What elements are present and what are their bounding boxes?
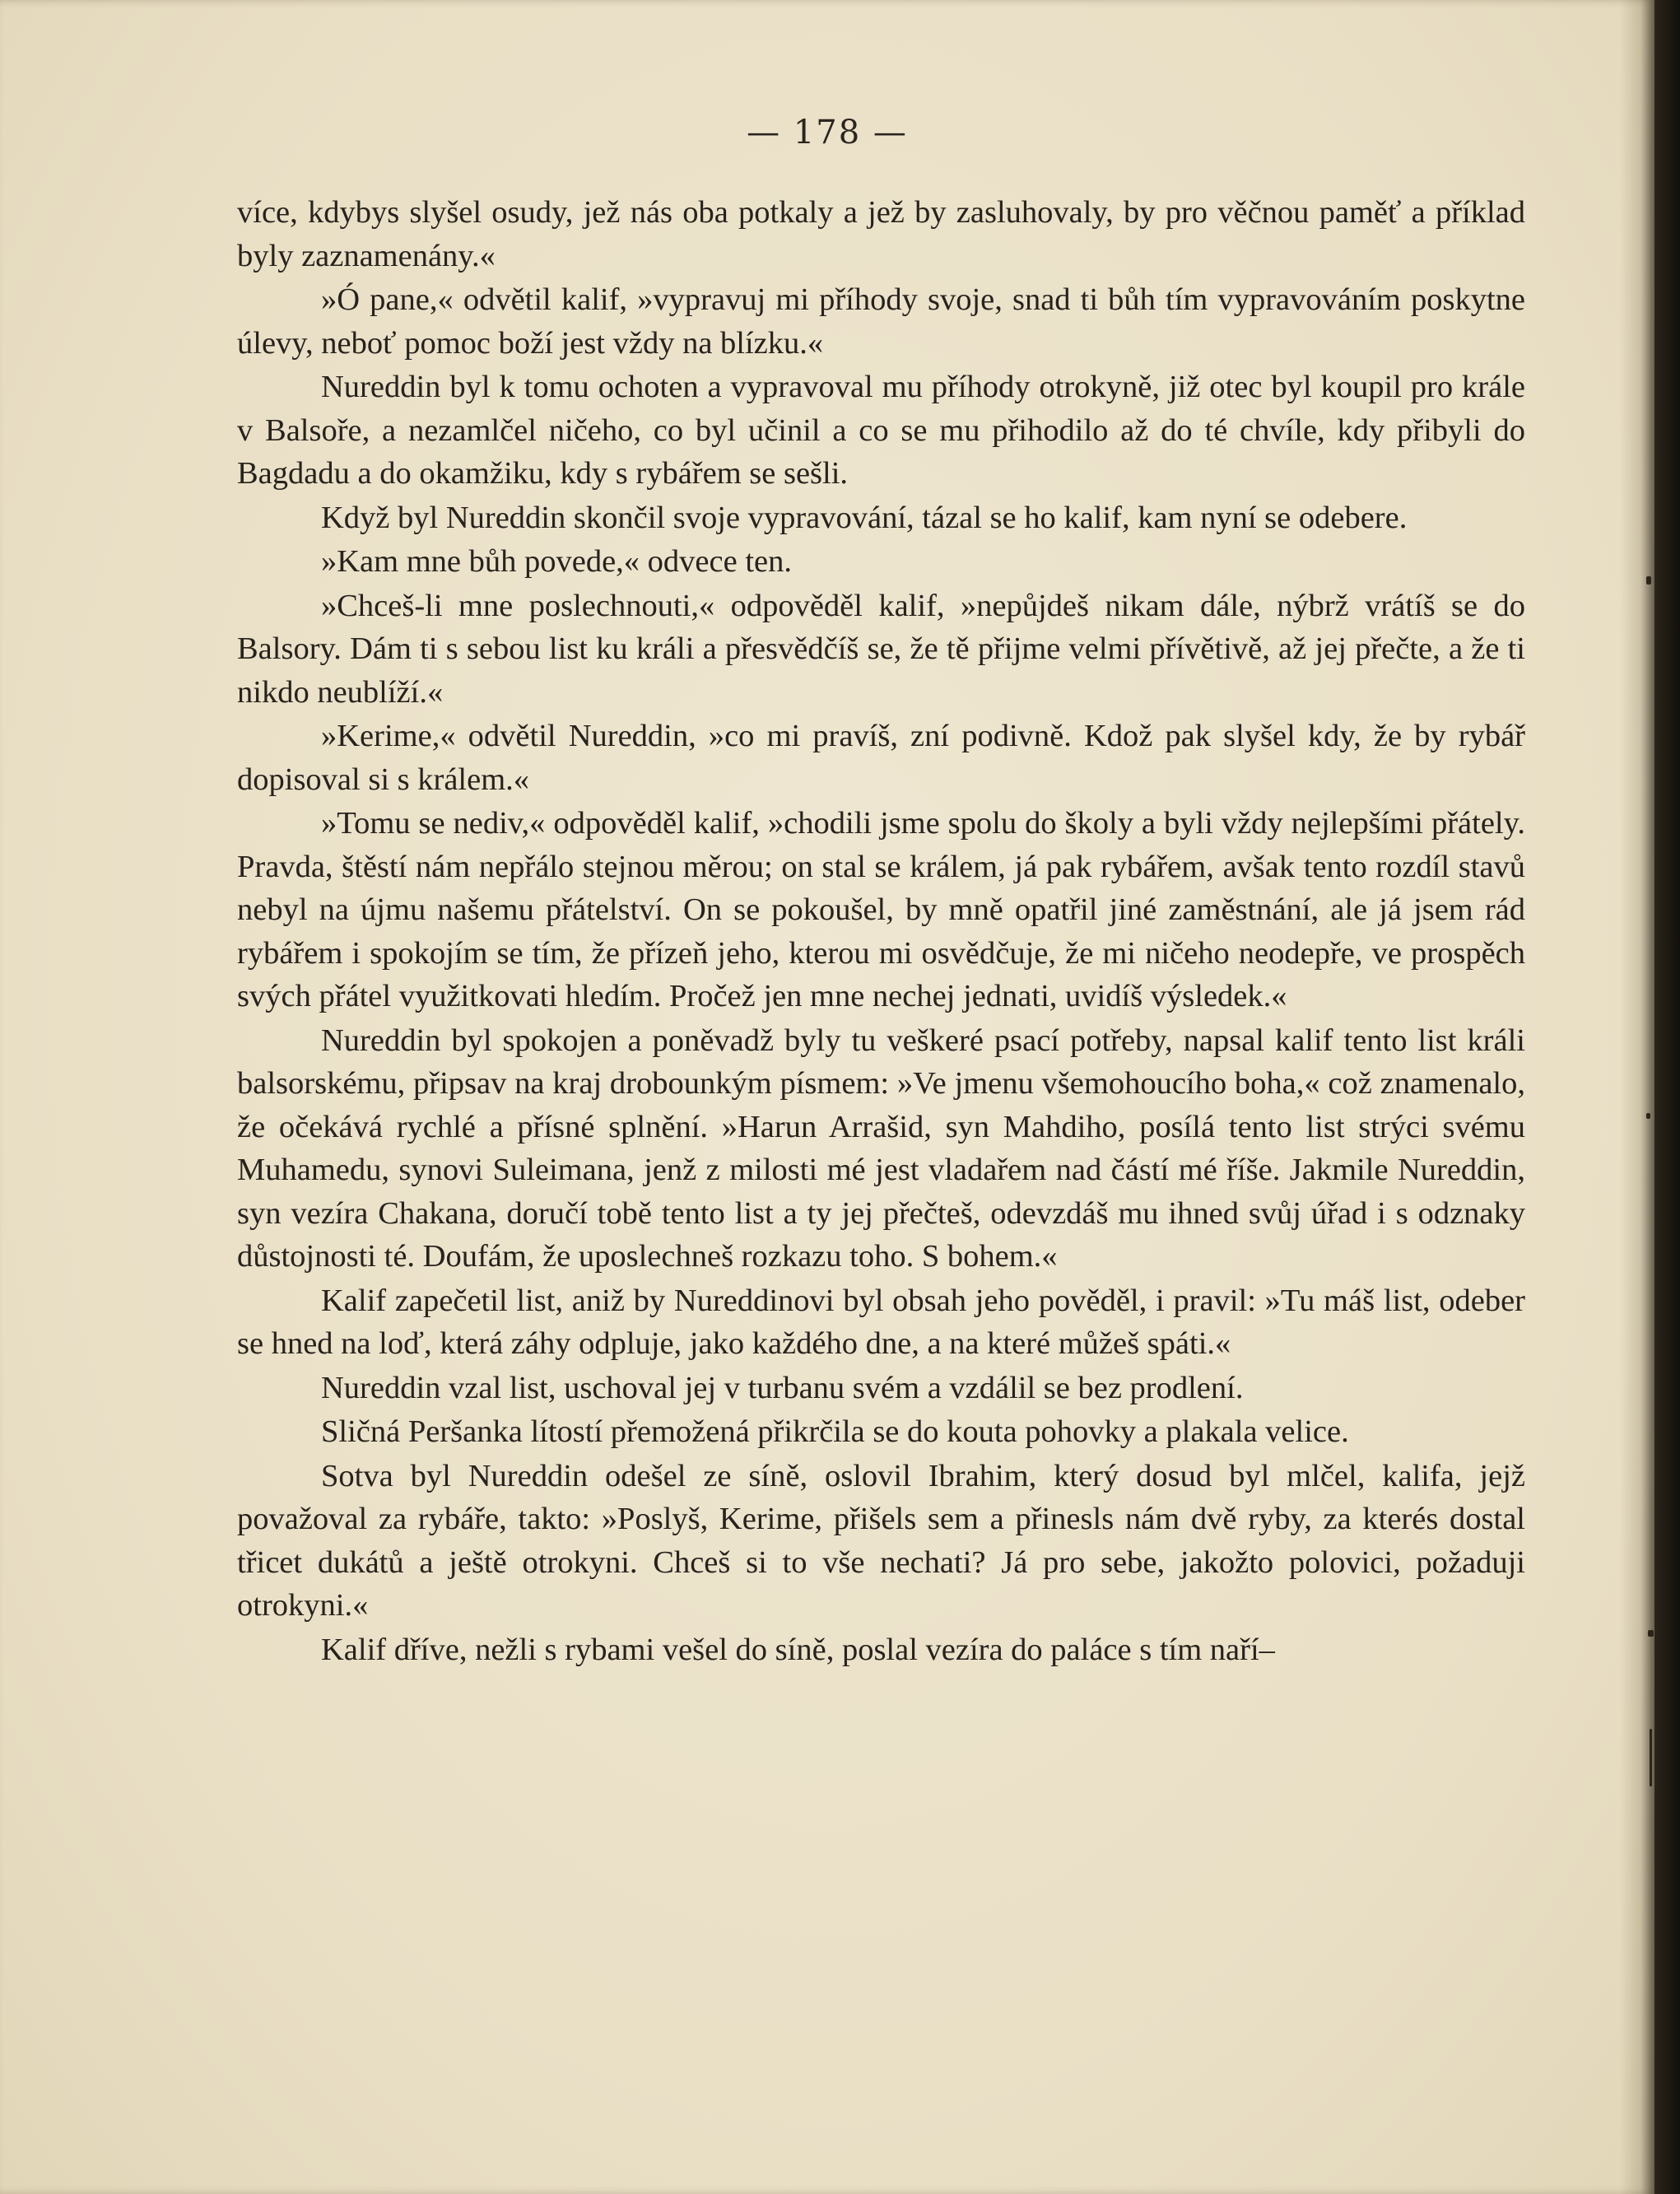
ink-speck xyxy=(1646,1113,1650,1119)
ink-speck xyxy=(1650,1729,1652,1786)
ink-speck xyxy=(1648,1630,1654,1637)
paragraph: »Kerime,« odvětil Nureddin, »co mi pravíš, zní podivně. Kdož pak slyšel kdy, že by rybář dopisoval si s králem.« xyxy=(237,719,1525,797)
paragraph: »Chceš-li mne poslechnouti,« odpověděl kalif, »nepůjdeš nikam dále, nýbrž vrátíš se do Balsory. Dám ti s sebou list ku králi a přesvědčíš se, že tě přijme velmi přívětivě, až jej přečte, a že ti nikdo neublíží.« xyxy=(237,588,1525,710)
page-number: — 178 — xyxy=(747,114,908,151)
ink-speck xyxy=(1646,576,1651,585)
paragraph: Nureddin vzal list, uschoval jej v turbanu svém a vzdálil se bez prodlení. xyxy=(321,1370,1244,1405)
paragraph: Nureddin byl k tomu ochoten a vypravoval mu příhody otrokyně, již otec byl koupil pro krále v Balsoře, a nezamlčel ničeho, co byl učinil a co se mu přihodilo až do té chvíle, kdy přibyli do Bagdadu a do okamžiku, kdy s rybářem se sešli. xyxy=(237,370,1525,491)
page-edge-shadow xyxy=(1654,0,1680,2194)
page-binding-shadow xyxy=(1620,0,1654,2194)
paragraph: Sličná Peršanka lítostí přemožená přikrčila se do kouta pohovky a plakala velice. xyxy=(321,1414,1349,1449)
paragraph: Když byl Nureddin skončil svoje vypravování, tázal se ho kalif, kam nyní se odebere. xyxy=(321,500,1408,535)
paragraph: »Kam mne bůh povede,« odvece ten. xyxy=(321,544,792,579)
paragraph: »Tomu se nediv,« odpověděl kalif, »chodili jsme spolu do školy a byli vždy nejlepšími přátely. Pravda, štěstí nám nepřálo stejnou měrou; on stal se králem, já pak rybářem, avšak tento rozdíl stavů nebyl na újmu našemu přátelství. On se pokoušel, by mně opatřil jiné zaměstnání, ale já jsem rád rybářem i spokojím se tím, že přízeň jeho, kterou mi osvědčuje, že mi ničeho neodepře, ve prospěch svých přátel využitkovati hledím. Pročež jen mne nechej jednati, uvidíš výsledek.« xyxy=(237,806,1525,1013)
paragraph: více, kdybys slyšel osudy, jež nás oba potkaly a jež by zasluhovaly, by pro věčnou paměť a příklad byly zaznamenány.« xyxy=(237,195,1525,273)
page-body-text xyxy=(237,191,1525,1671)
paragraph: Nureddin byl spokojen a poněvadž byly tu veškeré psací potřeby, napsal kalif tento list králi balsorskému, připsav na kraj drobounkým písmem: »Ve jmenu všemohoucího boha,« což znamenalo, že očekává rychlé a přísné splnění. »Harun Arrašid, syn Mahdiho, posílá tento list strýci svému Muhamedu, synovi Suleimana, jenž z milosti mé jest vladařem nad částí mé říše. Jakmile Nureddin, syn vezíra Chakana, doručí tobě tento list a ty jej přečteš, odevzdáš mu ihned svůj úřad i s odznaky důstojnosti té. Doufám, že uposlechneš rozkazu toho. S bohem.« xyxy=(237,1022,1525,1274)
paragraph: Sotva byl Nureddin odešel ze síně, oslovil Ibrahim, který dosud byl mlčel, kalifa, jejž považoval za rybáře, takto: »Poslyš, Kerime, přišels sem a přinesls nám dvě ryby, za kterés dostal třicet dukátů a ještě otrokyni. Chceš si to vše nechati? Já pro sebe, jakožto polovici, požaduji otrokyni.« xyxy=(237,1458,1525,1623)
paragraph: Kalif zapečetil list, aniž by Nureddinovi byl obsah jeho pověděl, i pravil: »Tu máš list, odeber se hned na loď, která záhy odpluje, jako každého dne, a na které můžeš spáti.« xyxy=(237,1283,1525,1361)
paragraph: Kalif dříve, nežli s rybami vešel do síně, poslal vezíra do paláce s tím naří– xyxy=(321,1632,1275,1667)
paragraph: »Ó pane,« odvětil kalif, »vypravuj mi příhody svoje, snad ti bůh tím vypravováním poskytne úlevy, neboť pomoc boží jest vždy na blízku.« xyxy=(237,282,1525,361)
